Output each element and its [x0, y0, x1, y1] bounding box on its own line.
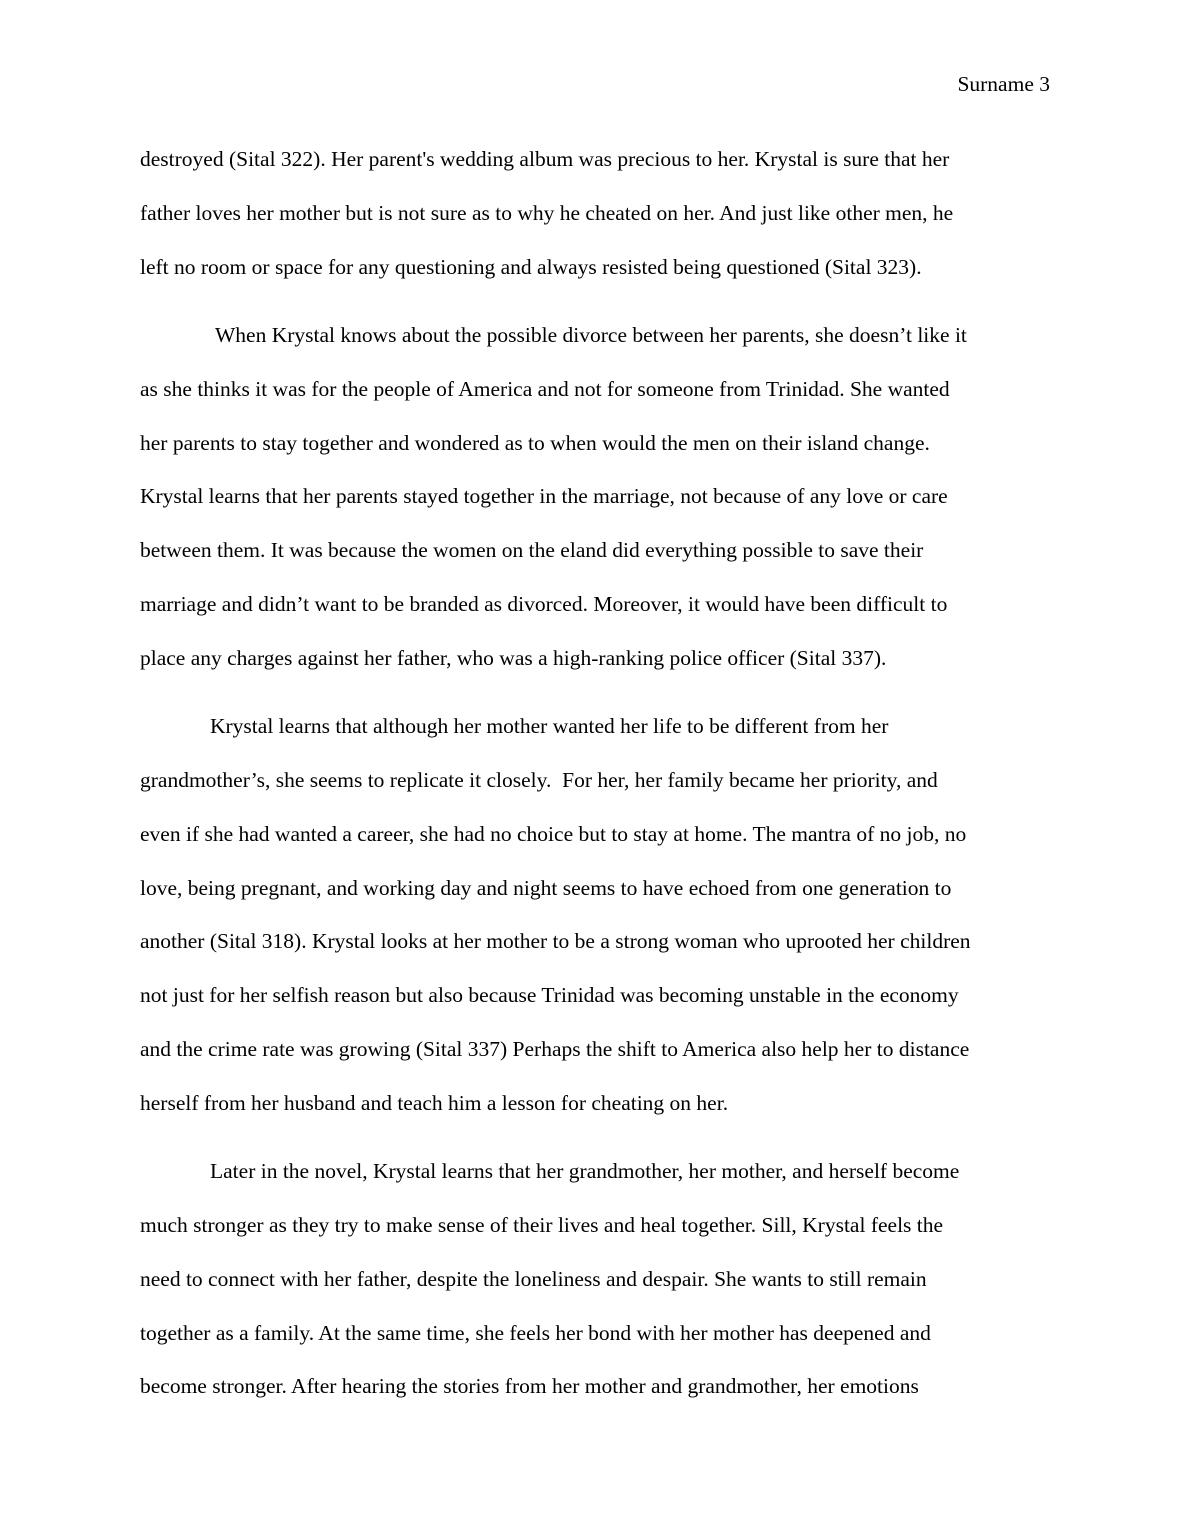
paragraph-spacer	[140, 1131, 1050, 1146]
paragraph-spacer	[140, 686, 1050, 701]
text-line: grandmother’s, she seems to replicate it closely. For her, her family became her priority, and	[140, 767, 938, 792]
text-line: much stronger as they try to make sense of their lives and heal together. Sill, Krystal feels the	[140, 1212, 944, 1237]
text-line: left no room or space for any questioning and always resisted being questioned (Sital 323).	[140, 254, 922, 279]
text-line: another (Sital 318). Krystal looks at her mother to be a strong woman who uprooted her children	[140, 929, 971, 954]
text-line: herself from her husband and teach him a lesson for cheating on her.	[140, 1090, 729, 1115]
text-line: between them. It was because the women on the eland did everything possible to save their	[140, 538, 924, 563]
text-line: become stronger. After hearing the stories from her mother and grandmother, her emotions	[140, 1374, 919, 1399]
paragraph-1	[140, 133, 1050, 294]
text-line: not just for her selfish reason but also because Trinidad was becoming unstable in the economy	[140, 983, 959, 1008]
text-line: even if she had wanted a career, she had no choice but to stay at home. The mantra of no job, no	[140, 821, 967, 846]
text-line: place any charges against her father, who was a high-ranking police officer (Sital 337).	[140, 645, 887, 670]
text-line: and the crime rate was growing (Sital 337) Perhaps the shift to America also help her to distance	[140, 1036, 970, 1061]
document-body	[140, 133, 1050, 1414]
text-line-first: When Krystal knows about the possible divorce between her parents, she doesn’t like it	[210, 322, 967, 347]
text-line: destroyed (Sital 322). Her parent's wedding album was precious to her. Krystal is sure that her	[140, 147, 950, 171]
text-line: her parents to stay together and wondered as to when would the men on their island change.	[140, 430, 930, 455]
text-line: need to connect with her father, despite the loneliness and despair. She wants to still remain	[140, 1266, 927, 1291]
running-head: Surname 3	[957, 72, 1050, 96]
text-line: love, being pregnant, and working day and night seems to have echoed from one generation to	[140, 875, 952, 900]
paragraph-3	[140, 700, 1050, 1130]
text-line: as she thinks it was for the people of America and not for someone from Trinidad. She wanted	[140, 376, 950, 401]
text-line-first: Krystal learns that although her mother wanted her life to be different from her	[210, 714, 889, 739]
paragraph-spacer	[140, 294, 1050, 309]
text-line: marriage and didn’t want to be branded as divorced. Moreover, it would have been difficult to	[140, 591, 948, 616]
text-line: Krystal learns that her parents stayed together in the marriage, not because of any love or care	[140, 484, 948, 509]
paragraph-2	[140, 309, 1050, 686]
text-line: together as a family. At the same time, she feels her bond with her mother has deepened and	[140, 1320, 931, 1345]
paragraph-4	[140, 1145, 1050, 1414]
text-line: father loves her mother but is not sure as to why he cheated on her. And just like other men, he	[140, 200, 954, 225]
text-line-first: Later in the novel, Krystal learns that her grandmother, her mother, and herself become	[210, 1159, 960, 1184]
